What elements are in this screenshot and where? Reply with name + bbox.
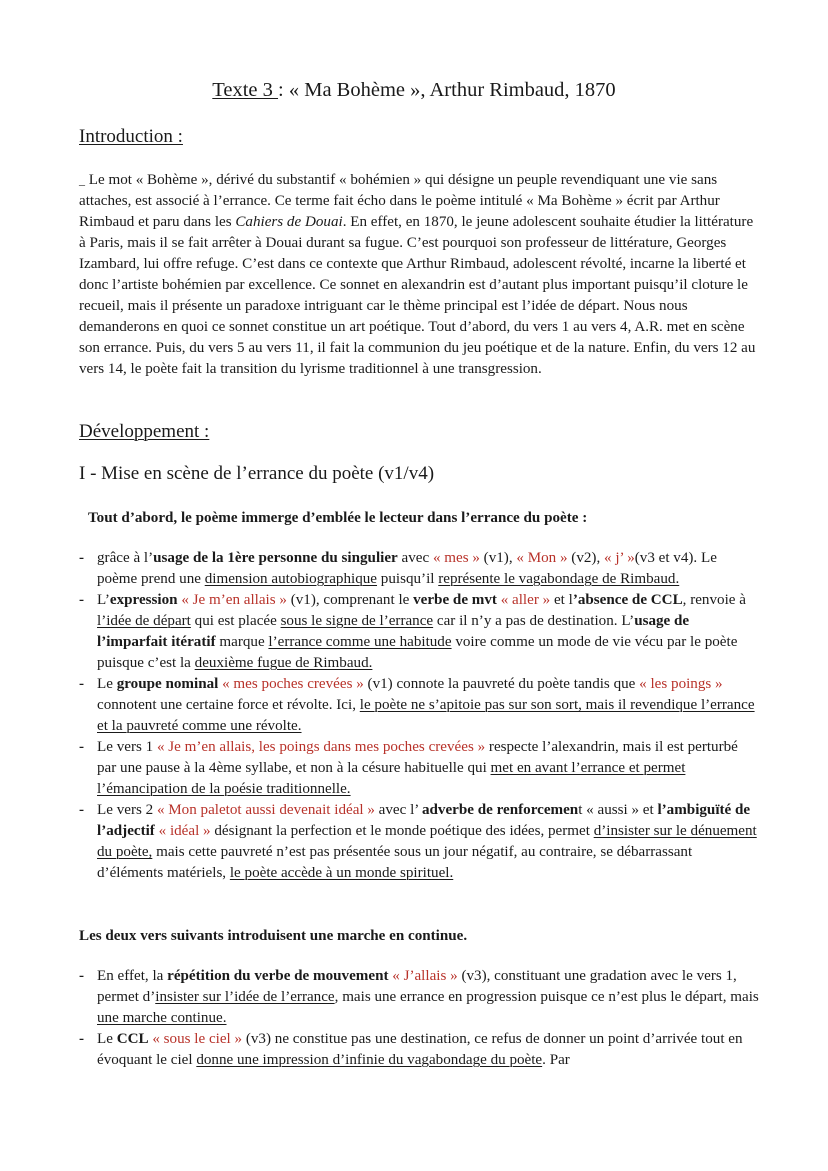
text-run: (v2),: [567, 550, 604, 566]
text-run: qui est placée: [190, 613, 281, 629]
quotation: « Je m’en allais »: [181, 592, 287, 608]
part-one-title: I - Mise en scène de l’errance du poète (v1/v4): [79, 463, 435, 484]
bold-term: expression: [109, 592, 178, 608]
bold-term: usage de l’imparfait itératif: [97, 613, 690, 650]
list-item: [79, 590, 759, 674]
section-lead-2: Les deux vers suivants introduisent une marche en continue.: [79, 928, 468, 944]
list-item: [79, 674, 759, 737]
text-run: marque: [215, 634, 269, 650]
bullet-dash-icon: -: [79, 550, 85, 566]
text-run: , renvoie à: [682, 592, 746, 608]
underlined-idea: met en avant l’errance et permet l’émancipation de la poésie traditionnelle.: [97, 760, 686, 797]
quotation: « sous le ciel »: [152, 1031, 243, 1047]
text-run: (v3), constituant une gradation avec le vers 1, permet d’: [97, 968, 737, 1005]
underlined-idea: dimension autobiographique: [204, 571, 378, 587]
list-item: [79, 1029, 759, 1071]
bullet-dash-icon: -: [79, 1031, 85, 1047]
bold-term: adverbe de renforcemen: [421, 802, 579, 818]
text-run: (v1),: [479, 550, 517, 566]
title-label: Texte 3: [212, 79, 279, 101]
introduction-paragraph: [79, 170, 759, 380]
quotation: « Mon paletot aussi devenait idéal »: [156, 802, 375, 818]
bold-term: verbe de mvt: [413, 592, 497, 608]
bold-term: usage de la 1ère personne du singulier: [153, 550, 398, 566]
lead-mark: _: [79, 173, 85, 187]
underlined-idea: le poète accède à un monde spirituel.: [229, 865, 454, 881]
quotation: « mes poches crevées »: [222, 676, 364, 692]
quotation: « idéal »: [158, 823, 211, 839]
underlined-idea: l’errance comme une habitude: [268, 634, 452, 650]
analysis-list-2: [79, 966, 759, 1071]
quotation: « mes »: [432, 550, 480, 566]
quotation: « j’ »: [604, 550, 635, 566]
text-run: et l: [550, 592, 573, 608]
text-run: (v1), comprenant le: [286, 592, 414, 608]
quotation: « Mon »: [516, 550, 568, 566]
text-run: . En effet, en 1870, le jeune adolescent souhaite étudier la littérature à Paris, mais il se fait arrêter à Douai durant sa fugue. C’est pourquoi son professeur de littérature, Georges Izambard, lui offre refuge. C’est dans ce contexte que Arthur Rimbaud, adolescent révolté, incarne la liberté et donc l’artiste bohémien par excellence. Ce sonnet en alexandrin est d’autant plus important puisqu’il cloture le recueil, mais il présente un paradoxe intriguant car le thème principal est l’idée de départ. Nous nous demanderons en quoi ce sonnet constitue un art poétique. Tout d’abord, du vers 1 au vers 4, A.R. met en scène son errance. Puis, du vers 5 au vers 11, il fait la communion du jeu poétique et de la nature. Enfin, du vers 12 au vers 14, le poète fait la transition du lyrisme traditionnel à une transgression.: [79, 214, 756, 377]
underlined-idea: donne une impression d’infinie du vagabondage du poète: [196, 1052, 543, 1068]
title-text: : « Ma Bohème », Arthur Rimbaud, 1870: [278, 79, 616, 101]
bold-term: CCL: [116, 1031, 149, 1047]
italic-title: Cahiers de Douai: [235, 214, 343, 230]
bullet-dash-icon: -: [79, 968, 85, 984]
underlined-idea: d’insister sur le dénuement du poète,: [97, 823, 757, 860]
quotation: « Je m’en allais, les poings dans mes poches crevées »: [156, 739, 486, 755]
underlined-idea: sous le signe de l’errance: [280, 613, 434, 629]
development-heading: Développement :: [79, 421, 210, 442]
quotation: « aller »: [500, 592, 551, 608]
text-run: Le: [97, 676, 117, 692]
text-run: respecte l’alexandrin, mais il est perturbé par une pause à la 4ème syllabe, et non à la césure habituelle qui: [97, 739, 738, 776]
quotation: « les poings »: [639, 676, 723, 692]
bold-term: l’ambiguïté de l’adjectif: [97, 802, 751, 839]
text-run: t « aussi » et: [578, 802, 658, 818]
quotation: « J’allais »: [392, 968, 458, 984]
text-run: En effet, la: [97, 968, 168, 984]
text-run: avec l’: [374, 802, 422, 818]
bold-term: ’absence de CCL: [572, 592, 683, 608]
bold-term: répétition du verbe de mouvement: [167, 968, 389, 984]
text-run: (v1) connote la pauvreté du poète tandis que: [363, 676, 640, 692]
bullet-dash-icon: -: [79, 592, 85, 608]
text-run: Le: [97, 1031, 117, 1047]
bullet-dash-icon: -: [79, 739, 85, 755]
text-run: grâce à l’: [97, 550, 154, 566]
underlined-idea: le poète ne s’apitoie pas sur son sort, mais il revendique l’errance et la pauvreté comme une révolte.: [97, 697, 755, 734]
underlined-idea: l’idée de départ: [97, 613, 191, 629]
section-lead-1: Tout d’abord, le poème immerge d’emblée le lecteur dans l’errance du poète :: [88, 510, 588, 526]
text-run: Le vers 1: [97, 739, 157, 755]
underlined-idea: représente le vagabondage de Rimbaud.: [438, 571, 680, 587]
text-run: Le vers 2: [97, 802, 157, 818]
analysis-list-1: [79, 548, 759, 884]
list-item: [79, 737, 759, 800]
text-run: avec: [397, 550, 433, 566]
introduction-text: [79, 172, 755, 377]
text-run: (v3) ne constitue pas une destination, ce refus de donner un point d’arrivée tout en évoquant le ciel: [97, 1031, 743, 1068]
text-run: Le mot « Bohème », dérivé du substantif « bohémien » qui désigne un peuple revendiquant une vie sans attaches, est associé à l’errance. Ce terme fait écho dans le poème intitulé « Ma Bohème » écrit par Arthur Rimbaud et paru dans les: [79, 172, 720, 230]
text-run: car il n’y a pas de destination. L’: [433, 613, 635, 629]
bold-term: groupe nominal: [116, 676, 219, 692]
list-item: [79, 800, 759, 884]
bullet-dash-icon: -: [79, 676, 85, 692]
list-item: [79, 548, 759, 590]
text-run: mais cette pauvreté n’est pas présentée sous un jour négatif, au contraire, se débarrassant d’éléments matériels,: [97, 844, 693, 881]
text-run: (v3 et v4). Le poème prend une: [97, 550, 717, 587]
introduction-heading: Introduction :: [79, 126, 183, 147]
text-run: L’: [97, 592, 110, 608]
document-title: [0, 77, 828, 103]
underlined-idea: deuxième fugue de Rimbaud.: [194, 655, 373, 671]
text-run: puisqu’il: [377, 571, 439, 587]
list-item: [79, 966, 759, 1029]
bullet-dash-icon: -: [79, 802, 85, 818]
text-run: , mais une errance en progression puisque ce n’est plus le départ, mais: [334, 989, 759, 1005]
text-run: voire comme un mode de vie vécu par le poète puisque c’est la: [97, 634, 738, 671]
underlined-idea: une marche continue.: [97, 1010, 227, 1026]
text-run: . Par: [542, 1052, 570, 1068]
underlined-idea: insister sur l’idée de l’errance: [155, 989, 335, 1005]
text-run: désignant la perfection et le monde poétique des idées, permet: [210, 823, 594, 839]
text-run: connotent une certaine force et révolte. Ici,: [97, 697, 360, 713]
